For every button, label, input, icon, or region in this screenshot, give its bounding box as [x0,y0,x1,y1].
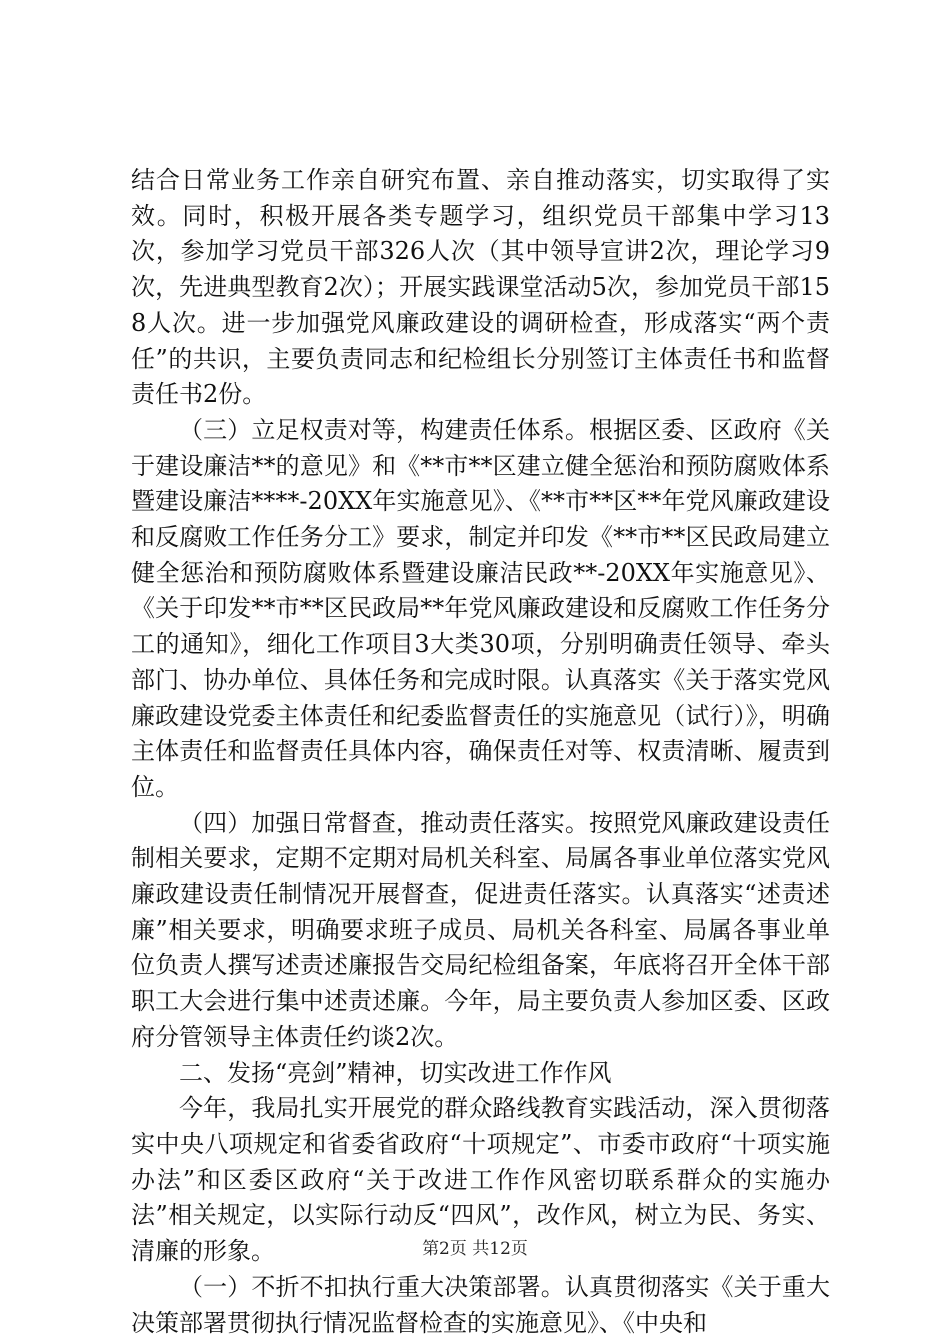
document-body [131,163,830,1341]
section-heading-2: 二、发扬“亮剑”精神，切实改进工作作风 [179,1058,612,1087]
paragraph-section-4: （四）加强日常督查，推动责任落实。按照党风廉政建设责任制相关要求，定期不定期对局机关科室、局属各事业单位落实党风廉政建设责任制情况开展督查，促进责任落实。认真落实“述责述廉”相关要求，明确要求班子成员、局机关各科室、局属各事业单位负责人撰写述责述廉报告交局纪检组备案，年底将召开全体干部职工大会进行集中述责述廉。今年，局主要负责人参加区委、区政府分管领导主体责任约谈2次。 [131,808,830,1051]
paragraph-subsection-1: （一）不折不扣执行重大决策部署。认真贯彻落实《关于重大决策部署贯彻执行情况监督检查的实施意见》、《中央和 [131,1272,830,1337]
page-footer: 第2页 共12页 [422,1239,528,1259]
paragraph-section-2-intro: 今年，我局扎实开展党的群众路线教育实践活动，深入贯彻落实中央八项规定和省委省政府“十项规定”、市委市政府“十项实施办法”和区委区政府“关于改进工作作风密切联系群众的实施办法”相关规定，以实际行动反“四风”，改作风，树立为民、务实、清廉的形象。 [131,1094,830,1266]
paragraph-1: 结合日常业务工作亲自研究布置、亲自推动落实，切实取得了实效。同时，积极开展各类专题学习，组织党员干部集中学习13次，参加学习党员干部326人次（其中领导宣讲2次，理论学习9次，先进典型教育2次）；开展实践课堂活动5次，参加党员干部158人次。进一步加强党风廉政建设的调研检查，形成落实“两个责任”的共识，主要负责同志和纪检组长分别签订主体责任书和监督责任书2份。 [131,166,830,409]
paragraph-section-3: （三）立足权责对等，构建责任体系。根据区委、区政府《关于建设廉洁**的意见》和《**市**区建立健全惩治和预防腐败体系暨建设廉洁****-20XX年实施意见》、《**市**区**年党风廉政建设和反腐败工作任务分工》要求，制定并印发《**市**区民政局建立健全惩治和预防腐败体系暨建设廉洁民政**-20XX年实施意见》、《关于印发**市**区民政局**年党风廉政建设和反腐败工作任务分工的通知》，细化工作项目3大类30项，分别明确责任领导、牵头部门、协办单位、具体任务和完成时限。认真落实《关于落实党风廉政建设党委主体责任和纪委监督责任的实施意见（试行）》，明确主体责任和监督责任具体内容，确保责任对等、权责清晰、履责到位。 [131,415,830,801]
